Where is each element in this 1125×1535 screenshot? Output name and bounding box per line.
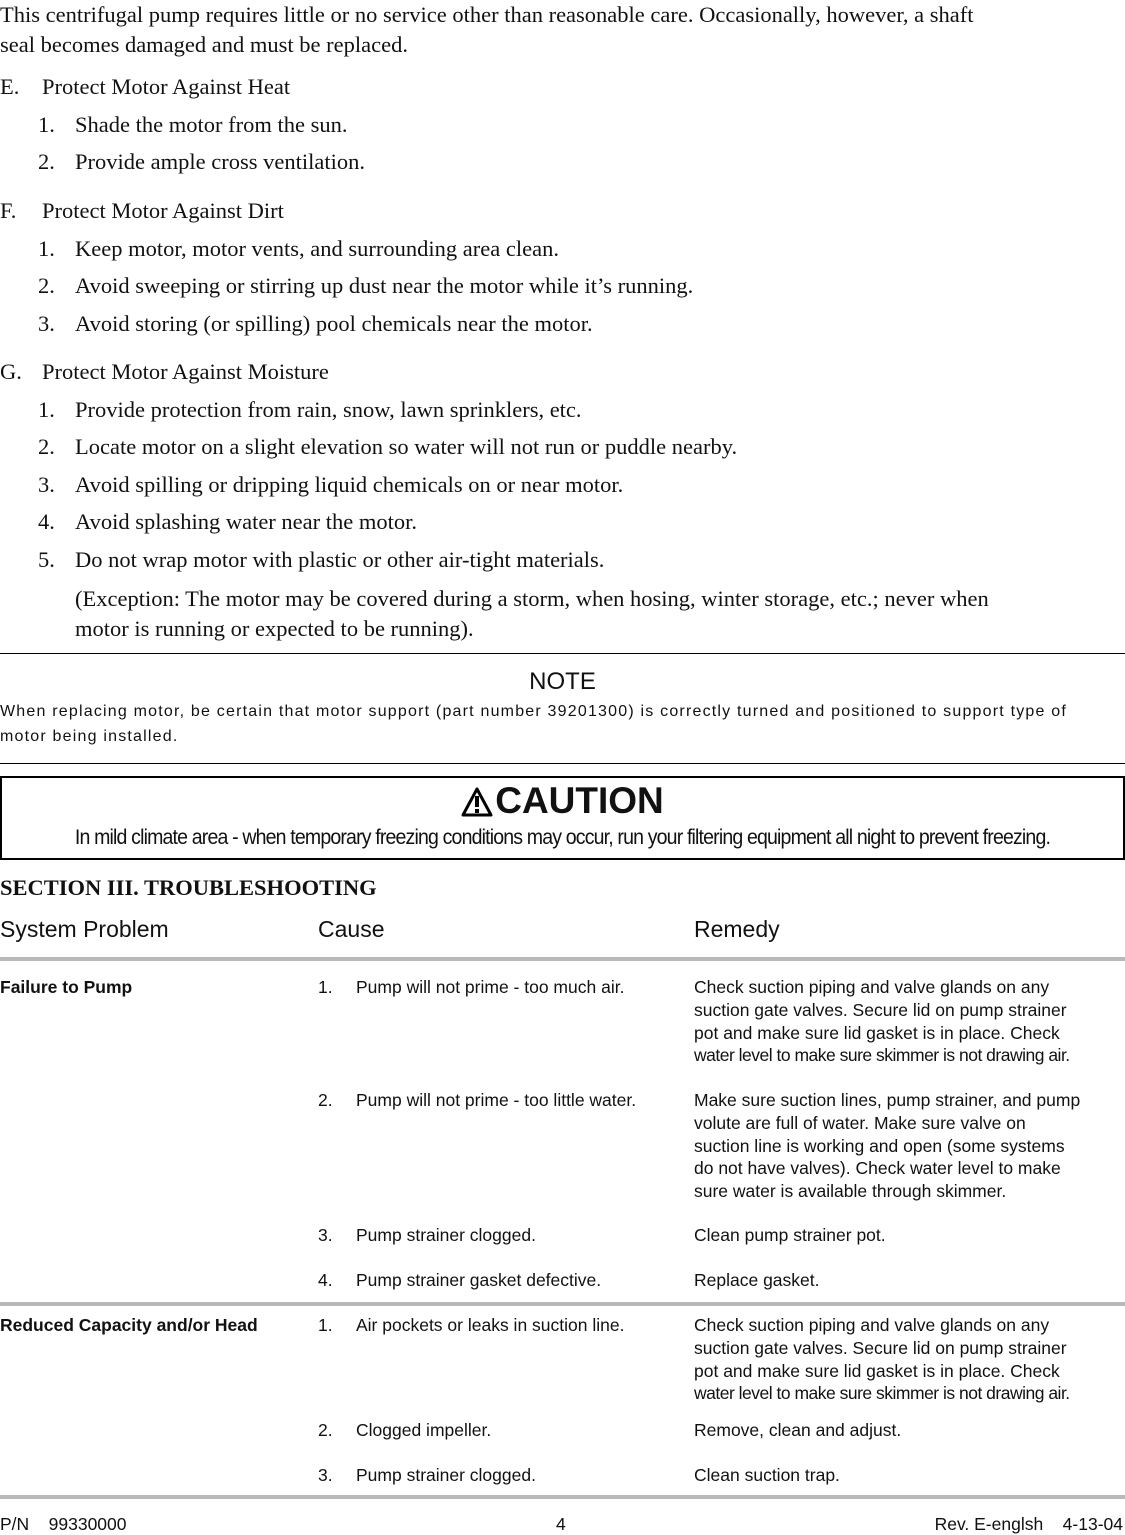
- item-text: Shade the motor from the sun.: [75, 112, 348, 137]
- remedy-text: [694, 1464, 1124, 1487]
- footer-pn-value: 99330000: [48, 1514, 127, 1534]
- item-number: 1.: [38, 112, 55, 137]
- footer-rev-date: 4-13-04: [1062, 1514, 1123, 1534]
- item-number: 3.: [38, 472, 55, 497]
- remedy-line: water level to make sure skimmer is not drawing air.: [694, 1045, 1070, 1066]
- item-text: Avoid splashing water near the motor.: [75, 509, 418, 534]
- intro-paragraph: [0, 0, 1100, 60]
- cause-number: 1.: [318, 977, 333, 997]
- cause-text: Pump will not prime - too little water.: [356, 1090, 637, 1110]
- item-text: Do not wrap motor with plastic or other air-tight materials.: [75, 547, 605, 572]
- footer-part-number: [0, 1513, 127, 1535]
- footer-pn-label: P/N: [0, 1514, 30, 1534]
- footer-rev-label: Rev. E-englsh: [934, 1514, 1044, 1534]
- remedy-text: [694, 1419, 1124, 1442]
- item-number: 3.: [38, 311, 55, 336]
- intro-line-1: This centrifugal pump requires little or no service other than reasonable care. Occasionally, however, a shaft: [0, 2, 974, 27]
- cause-item: [318, 1089, 636, 1111]
- cause-item: [318, 1464, 536, 1486]
- cause-number: 2.: [318, 1090, 333, 1110]
- table-divider: [0, 1495, 1125, 1499]
- column-header-cause: Cause: [318, 916, 385, 942]
- cause-item: [318, 1269, 601, 1291]
- remedy-line: Check suction piping and valve glands on any: [694, 977, 1050, 997]
- section-e-title: Protect Motor Against Heat: [42, 74, 291, 99]
- remedy-line: do not have valves). Check water level to make: [694, 1158, 1061, 1179]
- cause-number: 4.: [318, 1270, 333, 1290]
- note-title: NOTE: [529, 668, 596, 695]
- remedy-text: [694, 976, 1124, 1067]
- caution-box: [0, 776, 1125, 860]
- item-number: 1.: [38, 397, 55, 422]
- section-g-heading: [0, 358, 329, 386]
- remedy-text: [694, 1314, 1124, 1405]
- table-divider: [0, 957, 1125, 961]
- item-text: Avoid storing (or spilling) pool chemicals near the motor.: [75, 311, 593, 336]
- cause-text: Pump will not prime - too much air.: [356, 977, 625, 997]
- list-item: [38, 272, 693, 300]
- caution-text: In mild climate area - when temporary freezing conditions may occur, run your filtering equipment all night to prevent freezing.: [74, 826, 1051, 849]
- note-body: [0, 699, 1120, 749]
- remedy-text: [694, 1224, 1124, 1247]
- column-header-problem: System Problem: [0, 916, 169, 942]
- item-number: 2.: [38, 149, 55, 174]
- table-divider: [0, 1302, 1125, 1306]
- divider: [0, 763, 1125, 764]
- remedy-line: suction line is working and open (some systems: [694, 1135, 1065, 1156]
- list-item: [38, 546, 604, 574]
- remedy-line: pot and make sure lid gasket is in place. Check: [694, 1022, 1060, 1043]
- section-title: SECTION III. TROUBLESHOOTING: [0, 875, 377, 900]
- section-e-letter: E.: [0, 74, 20, 99]
- exception-line-2: motor is running or expected to be running).: [75, 616, 474, 641]
- remedy-line: Clean pump strainer pot.: [694, 1225, 886, 1245]
- list-item: [38, 396, 582, 424]
- remedy-line: Replace gasket.: [694, 1270, 820, 1290]
- item-number: 4.: [38, 509, 55, 534]
- cause-item: [318, 1314, 624, 1336]
- cause-number: 3.: [318, 1465, 333, 1485]
- section-f-heading: [0, 197, 284, 225]
- cause-text: Pump strainer clogged.: [356, 1465, 536, 1485]
- footer-page-number: 4: [556, 1514, 566, 1534]
- section-e-heading: [0, 73, 290, 101]
- remedy-line: suction gate valves. Secure lid on pump strainer: [694, 1337, 1067, 1358]
- item-text: Avoid spilling or dripping liquid chemicals on or near motor.: [75, 472, 624, 497]
- note-line-2: motor being installed.: [0, 728, 179, 745]
- remedy-line: sure water is available through skimmer.: [694, 1181, 1007, 1202]
- list-item: [38, 471, 623, 499]
- exception-note: [75, 584, 1115, 644]
- intro-line-2: seal becomes damaged and must be replaced.: [0, 32, 408, 57]
- remedy-line: volute are full of water. Make sure valve on: [694, 1112, 1026, 1133]
- caution-title: CAUTION: [495, 780, 664, 821]
- exception-line-1: (Exception: The motor may be covered during a storm, when hosing, winter storage, etc.; never when: [75, 586, 989, 611]
- section-f-title: Protect Motor Against Dirt: [42, 198, 284, 223]
- remedy-line: Remove, clean and adjust.: [694, 1420, 902, 1440]
- problem-reduced-capacity: Reduced Capacity and/or Head: [0, 1315, 258, 1335]
- cause-text: Pump strainer clogged.: [356, 1225, 536, 1245]
- section-g-letter: G.: [0, 359, 22, 384]
- problem-failure-to-pump: Failure to Pump: [0, 977, 133, 997]
- item-text: Avoid sweeping or stirring up dust near the motor while it’s running.: [75, 273, 694, 298]
- remedy-line: Make sure suction lines, pump strainer, and pump: [694, 1090, 1081, 1110]
- cause-item: [318, 1419, 491, 1441]
- cause-text: Clogged impeller.: [356, 1420, 492, 1440]
- cause-text: Air pockets or leaks in suction line.: [356, 1315, 625, 1335]
- footer-revision: [935, 1513, 1123, 1535]
- remedy-line: Clean suction trap.: [694, 1465, 840, 1485]
- section-f-letter: F.: [0, 198, 17, 223]
- cause-number: 3.: [318, 1225, 333, 1245]
- cause-number: 1.: [318, 1315, 333, 1335]
- section-g-title: Protect Motor Against Moisture: [42, 359, 329, 384]
- cause-number: 2.: [318, 1420, 333, 1440]
- remedy-text: [694, 1089, 1124, 1203]
- item-text: Provide protection from rain, snow, lawn sprinklers, etc.: [75, 397, 582, 422]
- list-item: [38, 310, 593, 338]
- list-item: [38, 433, 737, 461]
- list-item: [38, 111, 347, 139]
- divider: [0, 653, 1125, 654]
- column-header-remedy: Remedy: [694, 916, 780, 942]
- list-item: [38, 235, 559, 263]
- list-item: [38, 508, 417, 536]
- caution-heading: [2, 781, 1123, 821]
- remedy-line: suction gate valves. Secure lid on pump strainer: [694, 999, 1067, 1020]
- item-number: 1.: [38, 236, 55, 261]
- list-item: [38, 148, 365, 176]
- cause-item: [318, 976, 624, 998]
- remedy-line: water level to make sure skimmer is not drawing air.: [694, 1383, 1070, 1404]
- item-text: Provide ample cross ventilation.: [75, 149, 365, 174]
- item-number: 5.: [38, 547, 55, 572]
- item-number: 2.: [38, 273, 55, 298]
- cause-text: Pump strainer gasket defective.: [356, 1270, 602, 1290]
- remedy-line: Check suction piping and valve glands on any: [694, 1315, 1050, 1335]
- cause-item: [318, 1224, 536, 1246]
- remedy-line: pot and make sure lid gasket is in place. Check: [694, 1360, 1060, 1381]
- remedy-text: [694, 1269, 1124, 1292]
- item-number: 2.: [38, 434, 55, 459]
- warning-triangle-icon: [461, 787, 493, 817]
- item-text: Locate motor on a slight elevation so water will not run or puddle nearby.: [75, 434, 738, 459]
- item-text: Keep motor, motor vents, and surrounding area clean.: [75, 236, 559, 261]
- note-line-1: When replacing motor, be certain that motor support (part number 39201300) is correctly turned and positioned to support type of: [0, 703, 1067, 720]
